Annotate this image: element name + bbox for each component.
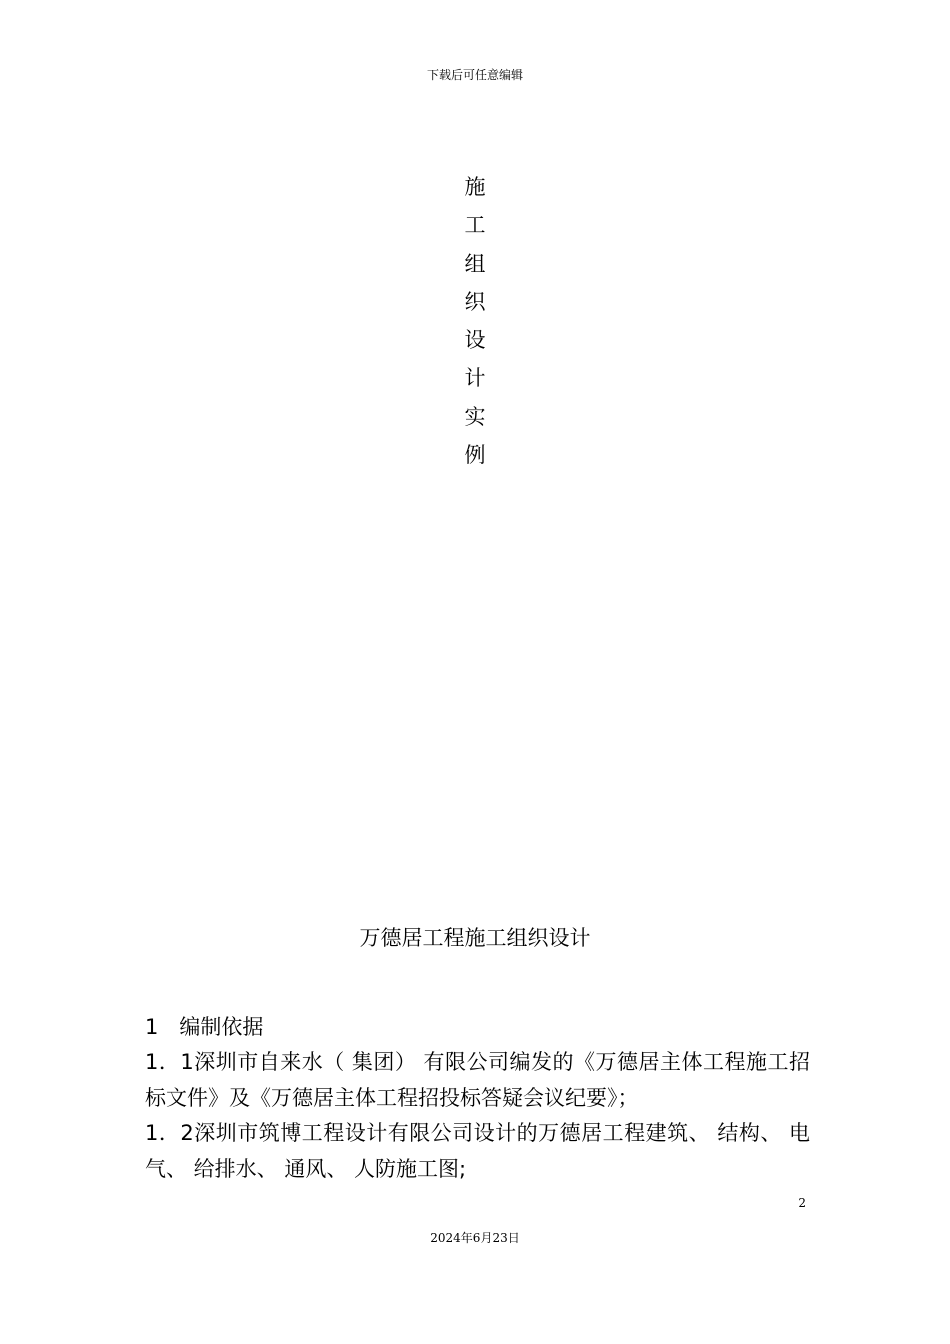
cover-title-char: 工 — [464, 213, 486, 238]
cover-vertical-title — [450, 168, 500, 474]
cover-title-char: 施 — [464, 175, 486, 199]
paragraph-1-2: 1．2深圳市筑博工程设计有限公司设计的万德居工程建筑、 结构、 电气、 给排水、 通风、 人防施工图; — [145, 1121, 810, 1181]
cover-title-char: 实 — [464, 404, 486, 429]
cover-title-char: 计 — [464, 366, 486, 391]
cover-title-char: 例 — [464, 443, 486, 468]
section-heading: 1 编制依据 — [145, 1015, 264, 1039]
cover-title-char: 组 — [464, 251, 486, 276]
page-number: 2 — [798, 1196, 806, 1210]
paragraph-1-1: 1．1深圳市自来水（ 集团） 有限公司编发的《万德居主体工程施工招标文件》及《万德居主体工程招投标答疑会议纪要》； — [145, 1050, 810, 1110]
cover-title-char: 设 — [464, 328, 486, 353]
cover-title-char: 织 — [464, 289, 486, 314]
document-title: 万德居工程施工组织设计 — [359, 926, 591, 950]
page-footer-date: 2024年6月23日 — [430, 1231, 520, 1245]
page-header: 下载后可任意编辑 — [426, 68, 523, 82]
